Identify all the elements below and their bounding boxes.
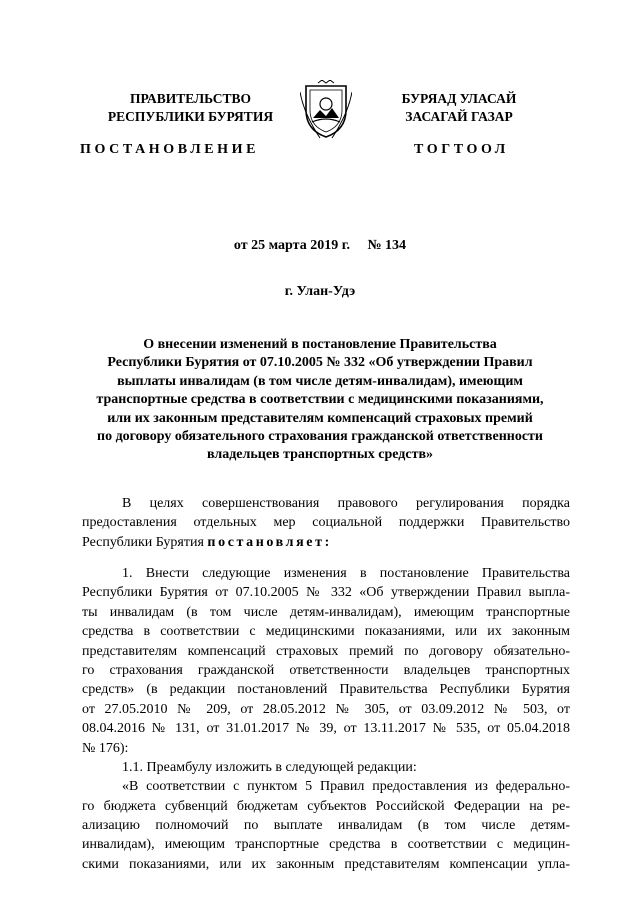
government-ru-line1: ПРАВИТЕЛЬСТВО <box>129 91 251 106</box>
text-line: «В соответствии с пунктом 5 Правил предоставления из федерально- <box>122 779 570 795</box>
decree-city: г. Улан-Удэ <box>284 284 356 299</box>
text-line: № 176): <box>82 740 129 756</box>
title-line: или их законным представителям компенсаций страховых премий <box>107 410 533 426</box>
title-line: Республики Бурятия от 07.10.2005 № 332 «Об утверждении Правил <box>107 355 533 371</box>
government-ru-header <box>98 90 283 126</box>
decree-date-line <box>0 238 640 254</box>
text-line: инвалидам), имеющим транспортные средства в соответствии с медицин- <box>82 837 570 853</box>
text-line: от 27.05.2010 № 209, от 28.05.2012 № 305, от 03.09.2012 № 503, от <box>82 701 570 717</box>
decree-title <box>80 336 560 465</box>
text-line: представителям компенсаций страховых премий по договору обязательно- <box>82 643 570 659</box>
title-line: транспортные средства в соответствии с медицинскими показаниями, <box>96 392 544 408</box>
text-line: средства в соответствии с медицинскими показаниями, или их законным <box>82 624 570 640</box>
title-line: по договору обязательного страхования гражданской ответственности <box>97 429 543 445</box>
text-line <box>82 533 570 552</box>
text-line: Республики Бурятия от 07.10.2005 № 332 «Об утверждении Правил выпла- <box>82 585 570 601</box>
government-bur-header <box>384 90 534 126</box>
preamble-text: Республики Бурятия <box>82 534 208 550</box>
preamble-paragraph <box>82 494 570 552</box>
text-line: 1. Внести следующие изменения в постановление Правительства <box>122 566 570 581</box>
decree-date: от 25 марта 2019 г. <box>233 238 350 253</box>
coat-of-arms-icon <box>300 80 352 140</box>
text-line: средств» (в редакции постановлений Правительства Республики Бурятия <box>82 682 570 698</box>
text-line: ализацию полномочий по выплате инвалидам (в том числе детям- <box>82 818 570 834</box>
text-line: В целях совершенствования правового регулирования порядка <box>122 496 570 511</box>
text-line: предоставления отдельных мер социальной поддержки Правительство <box>82 515 570 531</box>
text-line: 08.04.2016 № 131, от 31.01.2017 № 39, от 13.11.2017 № 535, от 05.04.2018 <box>82 721 570 737</box>
title-line: владельцев транспортных средств» <box>206 447 434 463</box>
title-line: выплаты инвалидам (в том числе детям-инвалидам), имеющим <box>117 373 523 389</box>
government-bur-line1: БУРЯАД УЛАСАЙ <box>401 91 517 106</box>
decree-title-bur: ТОГТООЛ <box>414 142 509 157</box>
government-ru-line2: РЕСПУБЛИКИ БУРЯТИЯ <box>107 109 274 124</box>
decree-number: № 134 <box>367 238 407 253</box>
text-line: ты инвалидам (в том числе детям-инвалидам), имеющим транспортные <box>82 604 570 620</box>
text-line: го бюджета субвенций бюджетам субъектов Российской Федерации на ре- <box>82 798 570 814</box>
text-line: го страхования гражданской ответственности владельцев транспортных <box>82 662 570 678</box>
amendment-section <box>82 564 570 874</box>
resolves-keyword: постановляет: <box>207 534 332 550</box>
text-line: 1.1. Преамбулу изложить в следующей редакции: <box>122 759 417 775</box>
title-line: О внесении изменений в постановление Правительства <box>143 337 497 352</box>
decree-title-ru: ПОСТАНОВЛЕНИЕ <box>80 142 260 157</box>
government-bur-line2: ЗАСАГАЙ ГАЗАР <box>405 109 513 124</box>
text-line: скими показаниями, или их законным представителям компенсации упла- <box>82 856 570 872</box>
